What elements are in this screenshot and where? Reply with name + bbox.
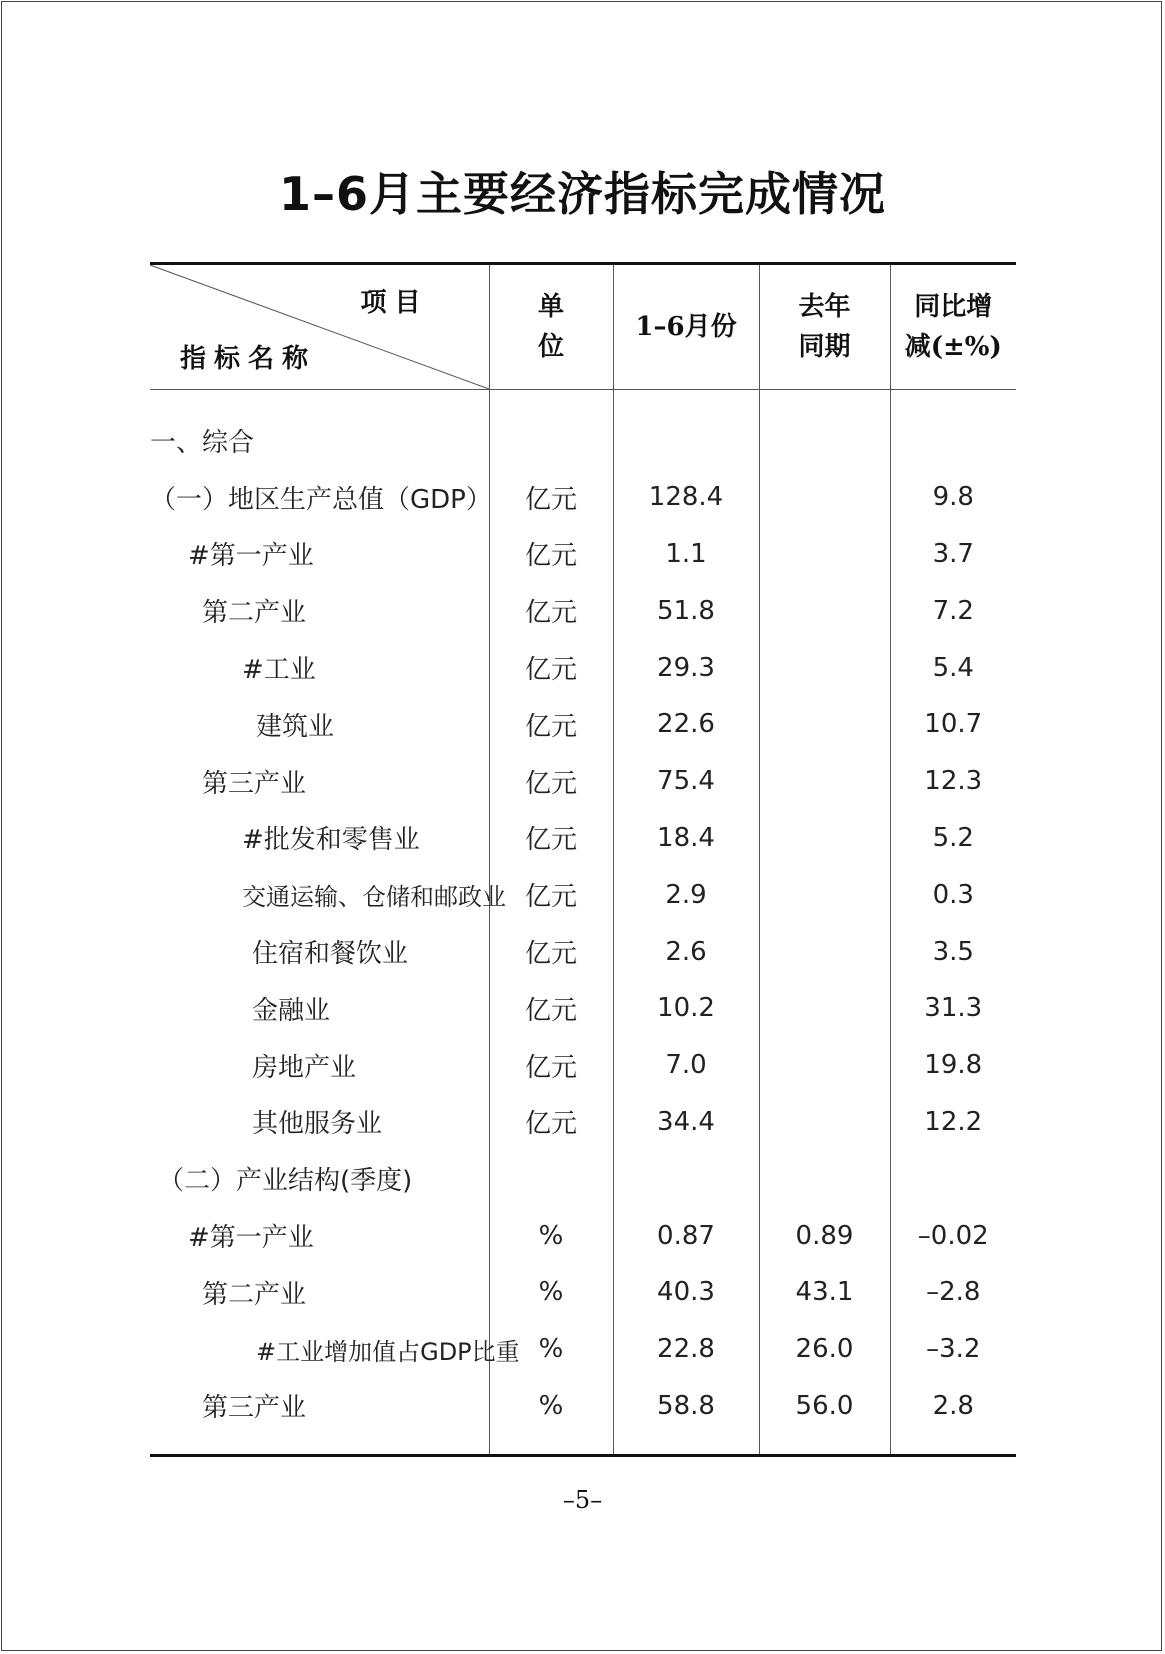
current-value	[613, 1150, 759, 1207]
header-name-label: 指标名称	[180, 344, 317, 374]
prev-year-value: 56.0	[759, 1378, 890, 1435]
table-row	[150, 1321, 1016, 1378]
current-value: 2.6	[613, 923, 759, 980]
indicator-name: 交通运输、仓储和邮政业	[242, 883, 506, 912]
yoy-change-value: 2.8	[890, 1378, 1016, 1435]
unit-cell: %	[489, 1378, 613, 1435]
yoy-change-value: –3.2	[890, 1321, 1016, 1378]
prev-year-value	[759, 526, 890, 583]
current-value: 7.0	[613, 1037, 759, 1094]
prev-year-value	[759, 980, 890, 1037]
current-value: 34.4	[613, 1094, 759, 1151]
current-value: 40.3	[613, 1264, 759, 1321]
yoy-change-value: –0.02	[890, 1207, 1016, 1264]
indicator-name: （一）地区生产总值（GDP）	[150, 484, 492, 515]
current-value: 10.2	[613, 980, 759, 1037]
table-spacer-bottom	[150, 1434, 1016, 1456]
indicator-name: #工业增加值占GDP比重	[256, 1337, 520, 1366]
prev-year-value	[759, 1094, 890, 1151]
unit-cell: 亿元	[489, 639, 613, 696]
unit-cell: 亿元	[489, 753, 613, 810]
current-value: 22.8	[613, 1321, 759, 1378]
yoy-change-value: 12.3	[890, 753, 1016, 810]
unit-cell	[489, 1150, 613, 1207]
table-row	[150, 582, 1016, 639]
table-row	[150, 639, 1016, 696]
current-value: 18.4	[613, 810, 759, 867]
unit-cell: 亿元	[489, 810, 613, 867]
indicator-name: #第一产业	[188, 1223, 314, 1254]
unit-cell: 亿元	[489, 582, 613, 639]
table-row	[150, 753, 1016, 810]
unit-cell: 亿元	[489, 980, 613, 1037]
current-value: 2.9	[613, 866, 759, 923]
table-header-row	[150, 264, 1016, 390]
unit-cell: 亿元	[489, 1094, 613, 1151]
prev-year-value	[759, 639, 890, 696]
current-value: 75.4	[613, 753, 759, 810]
table-row	[150, 696, 1016, 753]
table-row	[150, 1094, 1016, 1151]
indicator-name: 一、综合	[150, 427, 255, 458]
prev-year-value	[759, 412, 890, 469]
current-value	[613, 412, 759, 469]
header-unit	[489, 264, 613, 390]
indicator-name: #工业	[242, 655, 316, 686]
table-row	[150, 980, 1016, 1037]
header-diagonal-cell	[150, 264, 489, 390]
prev-year-value	[759, 582, 890, 639]
yoy-change-value: 7.2	[890, 582, 1016, 639]
header-current: 1–6月份	[613, 264, 759, 390]
table-row	[150, 469, 1016, 526]
header-unit-line1: 单	[537, 292, 564, 322]
table-row	[150, 1037, 1016, 1094]
current-value: 29.3	[613, 639, 759, 696]
prev-year-value: 26.0	[759, 1321, 890, 1378]
indicator-name: 金融业	[252, 995, 331, 1026]
prev-year-value	[759, 866, 890, 923]
header-prev-line2: 同期	[798, 332, 851, 362]
header-yoy-change	[890, 264, 1016, 390]
indicator-name: 第三产业	[202, 768, 307, 799]
unit-cell: 亿元	[489, 526, 613, 583]
prev-year-value: 43.1	[759, 1264, 890, 1321]
yoy-change-value	[890, 1150, 1016, 1207]
yoy-change-value: 31.3	[890, 980, 1016, 1037]
header-change-line1: 同比增	[914, 292, 993, 322]
unit-cell	[489, 412, 613, 469]
prev-year-value	[759, 810, 890, 867]
table-row	[150, 526, 1016, 583]
current-value: 0.87	[613, 1207, 759, 1264]
indicator-name: 其他服务业	[252, 1109, 383, 1140]
yoy-change-value: 10.7	[890, 696, 1016, 753]
indicator-table-wrap	[150, 262, 1016, 1457]
current-value: 51.8	[613, 582, 759, 639]
table-row	[150, 1207, 1016, 1264]
indicator-name: #批发和零售业	[242, 825, 420, 856]
header-item-label: 项目	[360, 288, 429, 318]
yoy-change-value: –2.8	[890, 1264, 1016, 1321]
indicator-name: 第三产业	[202, 1393, 307, 1424]
prev-year-value	[759, 753, 890, 810]
yoy-change-value: 0.3	[890, 866, 1016, 923]
yoy-change-value	[890, 412, 1016, 469]
unit-cell: 亿元	[489, 1037, 613, 1094]
prev-year-value	[759, 696, 890, 753]
table-row	[150, 1264, 1016, 1321]
yoy-change-value: 12.2	[890, 1094, 1016, 1151]
unit-cell: 亿元	[489, 696, 613, 753]
header-prev-period	[759, 264, 890, 390]
unit-cell: 亿元	[489, 923, 613, 980]
yoy-change-value: 19.8	[890, 1037, 1016, 1094]
indicator-name: 建筑业	[256, 711, 335, 742]
current-value: 22.6	[613, 696, 759, 753]
current-value: 1.1	[613, 526, 759, 583]
indicator-name: （二）产业结构(季度)	[158, 1166, 413, 1197]
header-unit-line2: 位	[537, 332, 564, 362]
indicator-name: 住宿和餐饮业	[252, 939, 409, 970]
indicator-table	[150, 262, 1016, 1457]
unit-cell: 亿元	[489, 866, 613, 923]
prev-year-value	[759, 923, 890, 980]
page-title: 1–6月主要经济指标完成情况	[278, 167, 886, 221]
table-spacer-top	[150, 390, 1016, 413]
indicator-name: #第一产业	[188, 541, 314, 572]
current-value: 128.4	[613, 469, 759, 526]
unit-cell: %	[489, 1264, 613, 1321]
yoy-change-value: 5.4	[890, 639, 1016, 696]
prev-year-value	[759, 1037, 890, 1094]
table-row	[150, 810, 1016, 867]
table-row	[150, 1150, 1016, 1207]
header-change-line2: 减(±%)	[904, 332, 1002, 362]
yoy-change-value: 3.7	[890, 526, 1016, 583]
page-number: –5–	[562, 1486, 603, 1514]
indicator-name: 房地产业	[252, 1052, 357, 1083]
indicator-name: 第二产业	[202, 1279, 307, 1310]
table-row	[150, 866, 1016, 923]
current-value: 58.8	[613, 1378, 759, 1435]
unit-cell: %	[489, 1321, 613, 1378]
header-prev-line1: 去年	[798, 292, 851, 322]
yoy-change-value: 3.5	[890, 923, 1016, 980]
yoy-change-value: 9.8	[890, 469, 1016, 526]
yoy-change-value: 5.2	[890, 810, 1016, 867]
prev-year-value: 0.89	[759, 1207, 890, 1264]
prev-year-value	[759, 469, 890, 526]
unit-cell: %	[489, 1207, 613, 1264]
indicator-name: 第二产业	[202, 598, 307, 629]
table-row	[150, 923, 1016, 980]
table-row	[150, 1378, 1016, 1435]
table-body	[150, 390, 1016, 1456]
table-row	[150, 412, 1016, 469]
unit-cell: 亿元	[489, 469, 613, 526]
prev-year-value	[759, 1150, 890, 1207]
